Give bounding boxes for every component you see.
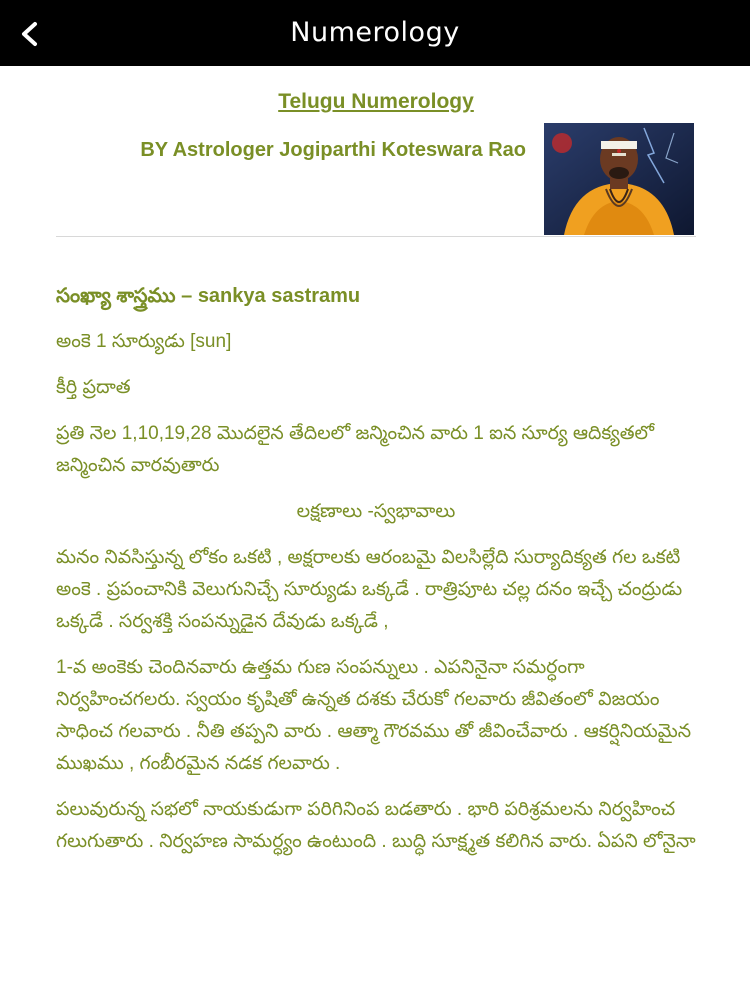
app-title: Numerology xyxy=(290,17,460,48)
app-header xyxy=(0,0,750,66)
author-byline: BY Astrologer Jogiparthi Koteswara Rao xyxy=(140,139,526,161)
paragraph-intro: మనం నివసిస్తున్న లోకం ఒకటి , అక్షరాలకు ఆరంబమై విలసిల్లేది సుర్యాదిక్యత గల ఒకటి అంకె . ప్రపంచానికి వెలుగునిచ్చే సూర్యుడు ఒక్కడే . రాత్రిపూట చల్ల దనం ఇచ్చే చంద్రుడు ఒక్కడే . సర్వశక్తి సంపన్నుడైన దేవుడు ఒక్కడే , xyxy=(56,547,683,632)
paragraph-leadership: పలువురున్న సభలో నాయకుడుగా పరిగినింప బడతారు . భారి పరిశ్రమలను నిర్వహించ గలుగుతారు . నిర్వహణ సామర్ధ్యం ఉంటుంది . బుద్ధి సూక్ష్మత కలిగిన వారు. ఏపని లోనైనా xyxy=(56,799,696,852)
paragraph-fame: కీర్తి ప్రదాత xyxy=(56,377,131,398)
article-title[interactable]: Telugu Numerology xyxy=(278,90,474,113)
paragraph-subheading: లక్షణాలు -స్వభావాలు xyxy=(296,501,456,522)
paragraph-qualities: 1-వ అంకెకు చెందినవారు ఉత్తమ గుణ సంపన్నులు . ఎపనినైనా సమర్ధంగా నిర్వహించగలరు. స్వయం కృషితో ఉన్నత దశకు చేరుకో గలవారు జీవితంలో విజయం సాధించ గలవారు . నీతి తప్పని వారు . ఆత్మా గౌరవము తో జీవించేవారు . ఆకర్షినియమైన ముఖము , గంబీరమైన నడక గలవారు . xyxy=(56,657,692,774)
astrologer-photo xyxy=(544,123,694,235)
section-heading: సంఖ్యా శాస్త్రము – sankya sastramu xyxy=(56,285,361,307)
astrologer-photo-illustration xyxy=(544,123,694,235)
paragraph-number-1: అంకె 1 సూర్యుడు [sun] xyxy=(56,331,232,352)
paragraph-dates: ప్రతి నెల 1,10,19,28 మొదలైన తేదిలలో జన్మించిన వారు 1 ఐన సూర్య ఆదిక్యతలో జన్మించిన వారవుతారు xyxy=(56,423,655,476)
header-divider xyxy=(56,236,696,237)
article-body xyxy=(56,280,696,872)
